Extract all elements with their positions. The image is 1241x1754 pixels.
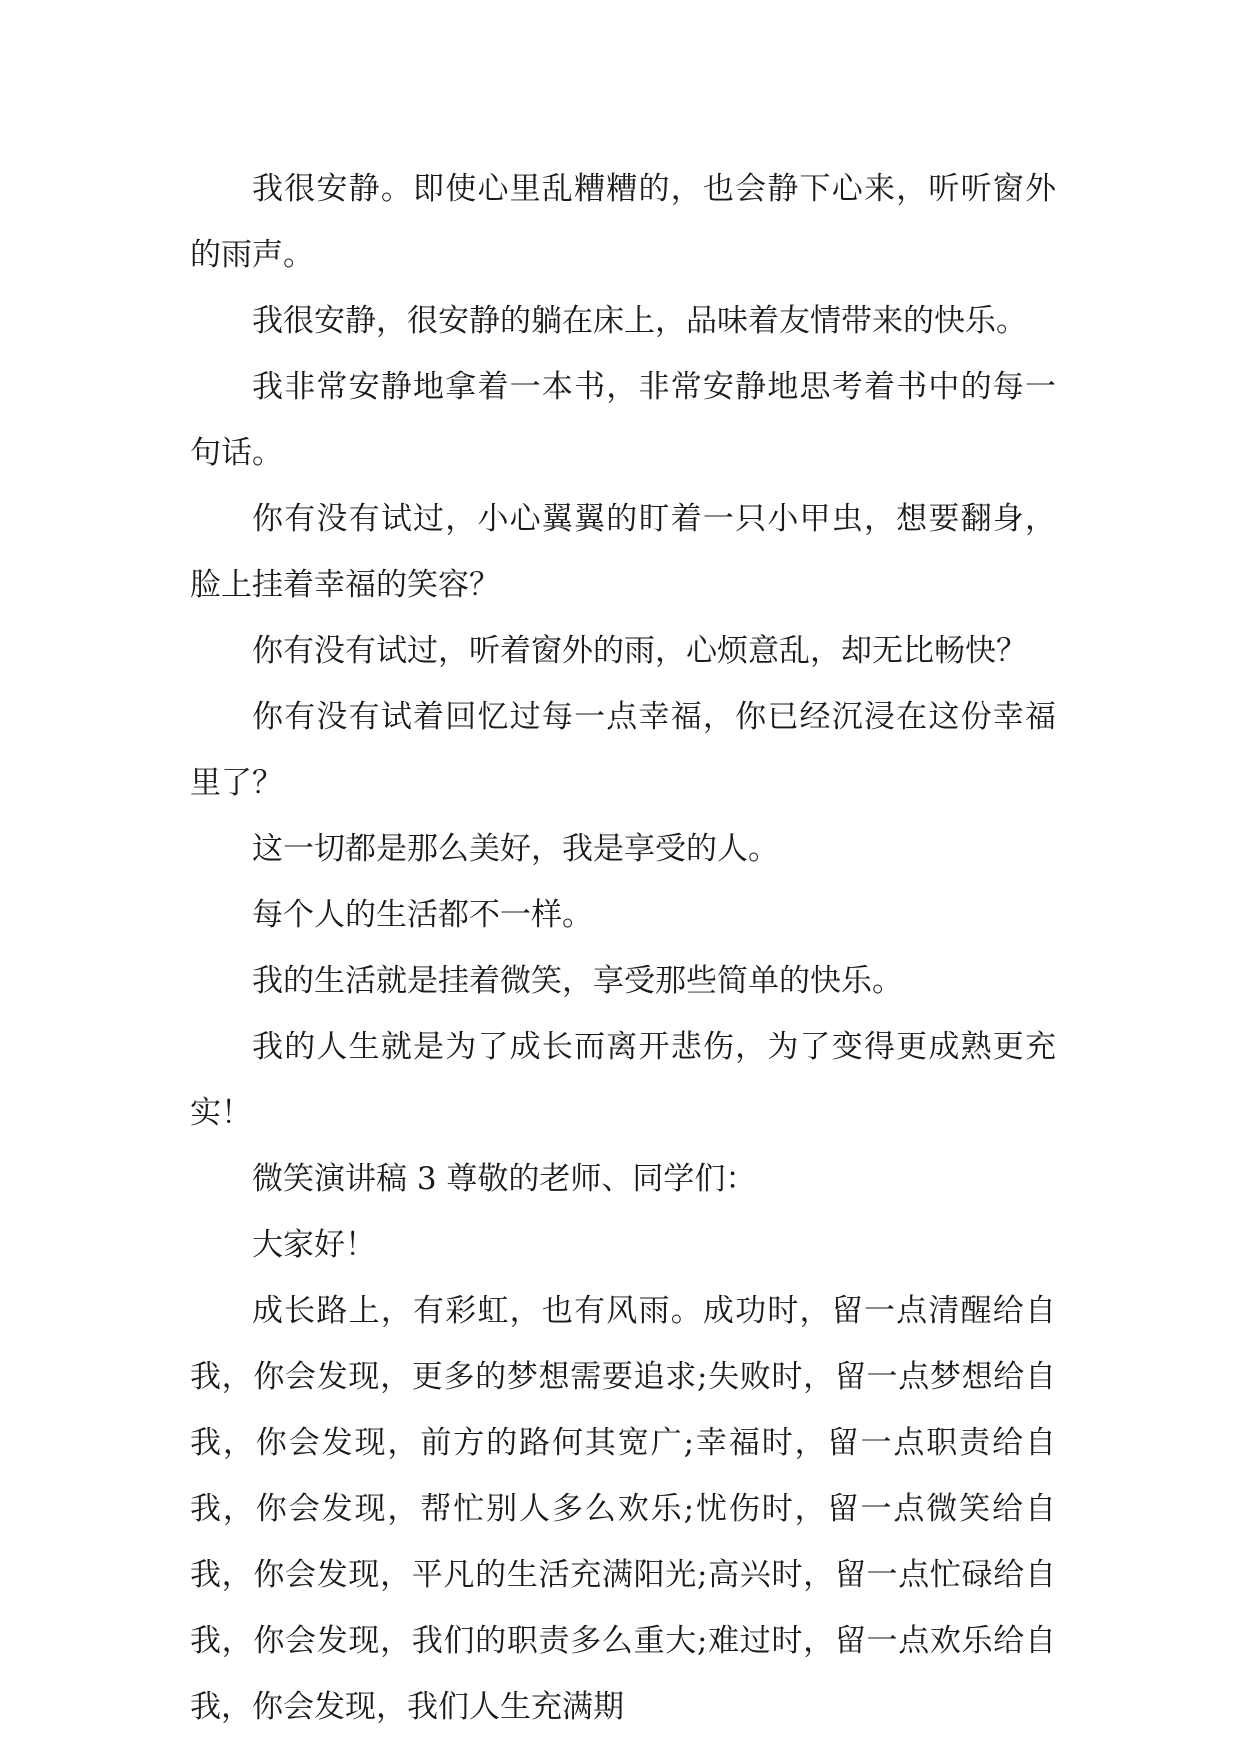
document-body [190,156,1056,1740]
paragraph: 你有没有试着回忆过每一点幸福，你已经沉浸在这份幸福里了？ [190,699,1056,801]
paragraph: 我的生活就是挂着微笑，享受那些简单的快乐。 [252,963,903,999]
section-heading: 微笑演讲稿 3 尊敬的老师、同学们： [252,1161,757,1197]
paragraph: 成长路上，有彩虹，也有风雨。成功时，留一点清醒给自我，你会发现，更多的梦想需要追求;失败时，留一点梦想给自我，你会发现，前方的路何其宽广;幸福时，留一点职责给自我，你会发现，帮忙别人多么欢乐;忧伤时，留一点微笑给自我，你会发现，平凡的生活充满阳光;高兴时，留一点忙碌给自我，你会发现，我们的职责多么重大;难过时，留一点欢乐给自我，你会发现，我们人生充满期 [190,1293,1056,1725]
paragraph: 你有没有试过，小心翼翼的盯着一只小甲虫，想要翻身，脸上挂着幸福的笑容？ [190,501,1056,603]
paragraph: 我很安静。即使心里乱糟糟的，也会静下心来，听听窗外的雨声。 [190,171,1056,273]
paragraph: 我很安静，很安静的躺在床上，品味着友情带来的快乐。 [252,303,1027,339]
paragraph: 每个人的生活都不一样。 [252,897,593,933]
paragraph: 我的人生就是为了成长而离开悲伤，为了变得更成熟更充实！ [190,1029,1056,1131]
paragraph: 我非常安静地拿着一本书，非常安静地思考着书中的每一句话。 [190,369,1056,471]
greeting: 大家好！ [252,1227,376,1263]
paragraph: 你有没有试过，听着窗外的雨，心烦意乱，却无比畅快？ [252,633,1027,669]
paragraph: 这一切都是那么美好，我是享受的人。 [252,831,779,867]
